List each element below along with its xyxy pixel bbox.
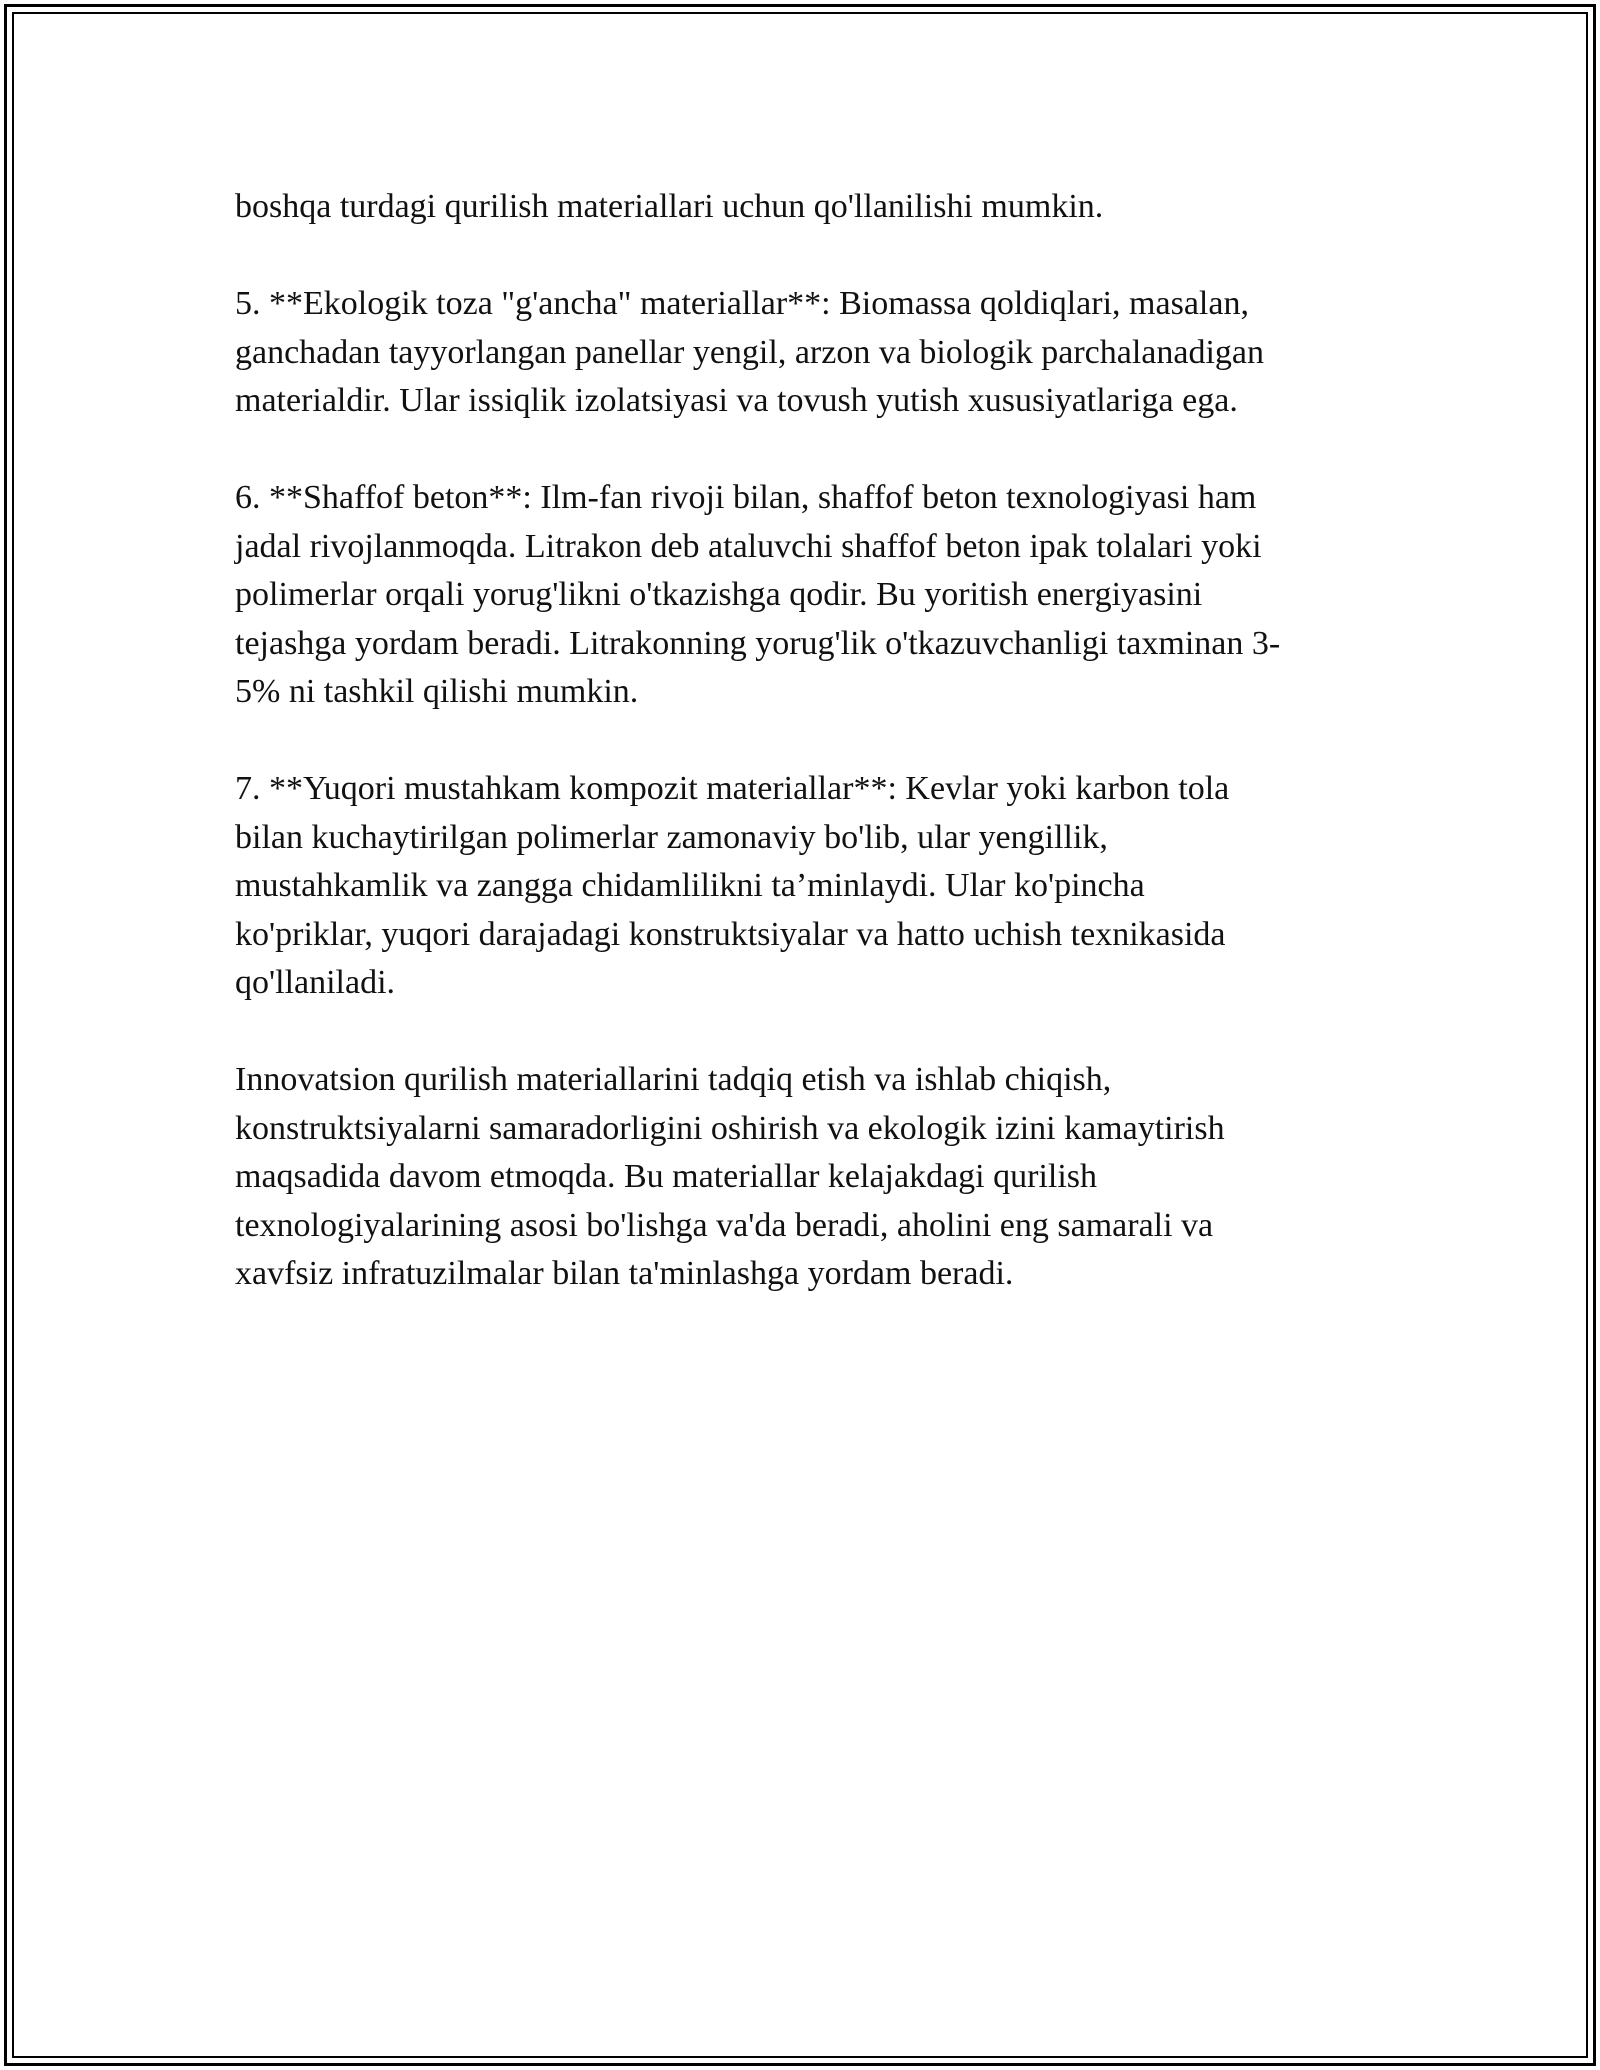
text-line: materialdir. Ular issiqlik izolatsiyasi va tovush yutish xususiyatlariga ega. bbox=[235, 382, 1238, 419]
text-line: Innovatsion qurilish materiallarini tadqiq etish va ishlab chiqish, bbox=[235, 1061, 1112, 1098]
text-line: boshqa turdagi qurilish materiallari uchun qo'llanilishi mumkin. bbox=[235, 188, 1104, 225]
paragraph-item-6 bbox=[235, 474, 1375, 717]
text-line: 5. **Ekologik toza "g'ancha" materiallar**: Biomassa qoldiqlari, masalan, bbox=[235, 285, 1249, 322]
text-line: qo'llaniladi. bbox=[235, 964, 396, 1001]
text-line: mustahkamlik va zangga chidamlilikni ta’minlaydi. Ular ko'pincha bbox=[235, 867, 1145, 904]
text-line: texnologiyalarining asosi bo'lishga va'da beradi, aholini eng samarali va bbox=[235, 1206, 1214, 1244]
text-line: ko'priklar, yuqori darajadagi konstruktsiyalar va hatto uchish texnikasida bbox=[235, 915, 1226, 953]
text-line: 5% ni tashkil qilishi mumkin. bbox=[235, 673, 639, 710]
text-line: polimerlar orqali yorug'likni o'tkazishga qodir. Bu yoritish energiyasini bbox=[235, 576, 1203, 613]
text-line: tejashga yordam beradi. Litrakonning yorug'lik o'tkazuvchanligi taxminan 3- bbox=[235, 624, 1281, 662]
text-line: konstruktsiyalarni samaradorligini oshirish va ekologik izini kamaytirish bbox=[235, 1109, 1225, 1147]
document-body bbox=[235, 183, 1375, 1347]
paragraph-continuation bbox=[235, 183, 1375, 232]
text-line: ganchadan tayyorlangan panellar yengil, arzon va biologik parchalanadigan bbox=[235, 333, 1265, 371]
text-line: bilan kuchaytirilgan polimerlar zamonaviy bo'lib, ular yengillik, bbox=[235, 818, 1108, 856]
text-line: jadal rivojlanmoqda. Litrakon deb ataluvchi shaffof beton ipak tolalari yoki bbox=[235, 527, 1262, 565]
paragraph-item-7 bbox=[235, 765, 1375, 1008]
text-line: maqsadida davom etmoqda. Bu materiallar kelajakdagi qurilish bbox=[235, 1158, 1098, 1195]
text-line: 7. **Yuqori mustahkam kompozit materiallar**: Kevlar yoki karbon tola bbox=[235, 770, 1230, 807]
paragraph-item-5 bbox=[235, 280, 1375, 426]
text-line: xavfsiz infratuzilmalar bilan ta'minlashga yordam beradi. bbox=[235, 1255, 1014, 1292]
paragraph-conclusion bbox=[235, 1056, 1375, 1299]
text-line: 6. **Shaffof beton**: Ilm-fan rivoji bilan, shaffof beton texnologiyasi ham bbox=[235, 479, 1257, 516]
